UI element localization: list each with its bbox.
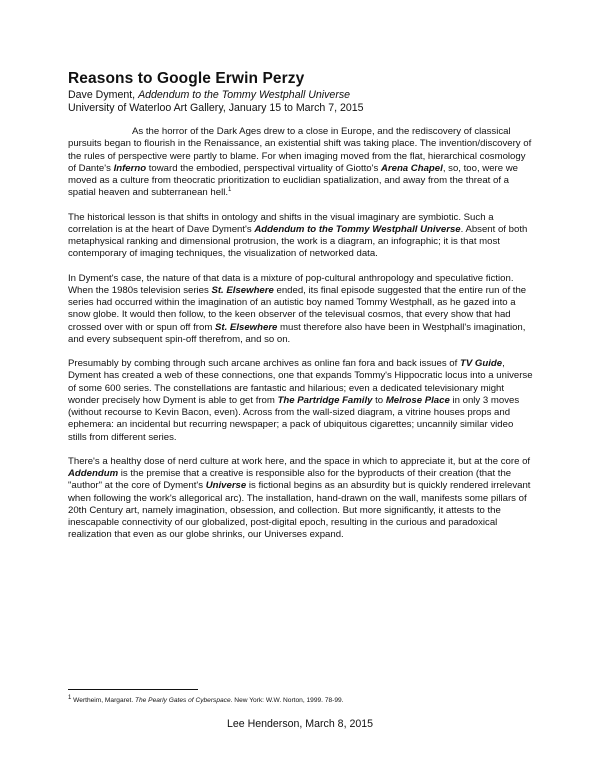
document-title: Reasons to Google Erwin Perzy (68, 70, 305, 87)
footnote-divider (68, 689, 198, 690)
text-run: There's a healthy dose of nerd culture at work here, and the space in which to appreciate it, but at the core of (68, 455, 531, 467)
paragraph-5 (68, 456, 534, 542)
text-run: , so, too, were we moved as a culture from theocratic prioritization to euclidian spatialization, and away from the threat of a spatial heaven and subterranean hell. (68, 162, 518, 199)
emphasis-inferno: Inferno (113, 162, 147, 174)
artist-name: Dave Dyment, (68, 89, 139, 101)
author-signoff: Lee Henderson, March 8, 2015 (226, 718, 374, 730)
text-run: is fictional begins as an absurdity but is quickly rendered irrelevant when following the work's allegorical arc). The installation, hand-drawn on the wall, manifests some pillars of 20th Century art, namely imagination, obsession, and collection. But more significantly, it attests to the inescapable connectivity of our globalized, post-digital epoch, resulting in the curious and paradoxical realization that even as our globe shrinks, our Universes expand. (68, 480, 531, 541)
text-run: must therefore also have been in Westphall's imagination, and every subsequent spin-off therefrom, and so on. (68, 321, 526, 345)
text-run: . New York: W.W. Norton, 1999. 78-99. (230, 697, 344, 704)
emphasis-addendum: Addendum (68, 468, 119, 479)
text-run: In Dyment's case, the nature of that data is a mixture of pop-cultural anthropology and speculative fiction. When the 1980s television series (68, 272, 514, 296)
subtitle-venue: University of Waterloo Art Gallery, January 15 to March 7, 2015 (68, 102, 364, 114)
emphasis-arena-chapel: Arena Chapel (380, 162, 443, 174)
work-title: Addendum to the Tommy Westphall Universe (138, 89, 351, 101)
text-run: is the premise that a creative is responsible also for the byproducts of their creation (that the "author" at the core of Dyment's (68, 468, 512, 492)
emphasis-st-elsewhere: St. Elsewhere (211, 284, 274, 296)
text-run: ended, its final episode suggested that the entire run of the series had occurred within the imagination of an autistic boy named Tommy Westphall, as he gazed into a snow globe. It would then follow, to the keen observer of the televisual cosmos, that every show that had crossed over with or spun off from (68, 284, 527, 333)
text-run: Presumably by combing through such arcane archives as online fan fora and back issues of (68, 358, 460, 369)
text-run: toward the embodied, perspectival virtuality of Giotto's (146, 162, 381, 174)
footnote-marker: 1 (68, 694, 72, 701)
emphasis-universe: Universe (205, 480, 247, 492)
emphasis-melrose-place: Melrose Place (385, 394, 450, 406)
essay-body (68, 126, 534, 554)
emphasis-addendum-title: Addendum to the Tommy Westphall Universe (254, 223, 461, 235)
footnote (68, 696, 344, 705)
text-run: in only 3 moves (without recourse to Kevin Bacon, even). Across from the wall-sized diagram, a vitrine houses props and ephemera: an incidental but recurring newspaper; a pack of ubiquitous cigarettes; uncannily similar video stills from different series. (68, 394, 520, 443)
footnote-ref: 1 (228, 187, 232, 194)
text-run: , Dyment has created a web of these connections, one that expands Tommy's Hippocratic locus into a universe of some 600 series. The constellations are fantastic and hilarious; even a dedicated televisionary might wonder precisely how Dyment is able to get from (68, 358, 533, 406)
text-run: . Absent of both metaphysical ranking and dimensional protrusion, the work is a diagram, an infographic; it is that most contemporary of imaging techniques, the visualization of networked data. (68, 223, 528, 260)
emphasis-partridge-family: The Partridge Family (277, 394, 373, 406)
footnote-book-title: The Pearly Gates of Cyberspace (134, 697, 231, 704)
text-run: As the horror of the Dark Ages drew to a close in Europe, and the rediscovery of classical pursuits began to flourish in the Renaissance, an existential shift was taking place. The invention/discovery of the rules of perspective were partly to blame. For when imaging moved from the flat, hierarchical cosmology of Dante's (68, 126, 532, 174)
text-run: to (372, 394, 386, 406)
paragraph-2 (68, 212, 534, 261)
paragraph-1 (68, 126, 534, 200)
text-run: The historical lesson is that shifts in ontology and shifts in the visual imaginary are symbiotic. Such a correlation is at the heart of Dave Dyment's (68, 211, 494, 235)
paragraph-4 (68, 358, 534, 444)
subtitle-artist-work (68, 89, 350, 102)
text-run: Wertheim, Margaret. (71, 697, 135, 704)
emphasis-tv-guide: TV Guide (459, 358, 503, 369)
paragraph-3 (68, 273, 534, 347)
emphasis-st-elsewhere: St. Elsewhere (215, 321, 278, 333)
